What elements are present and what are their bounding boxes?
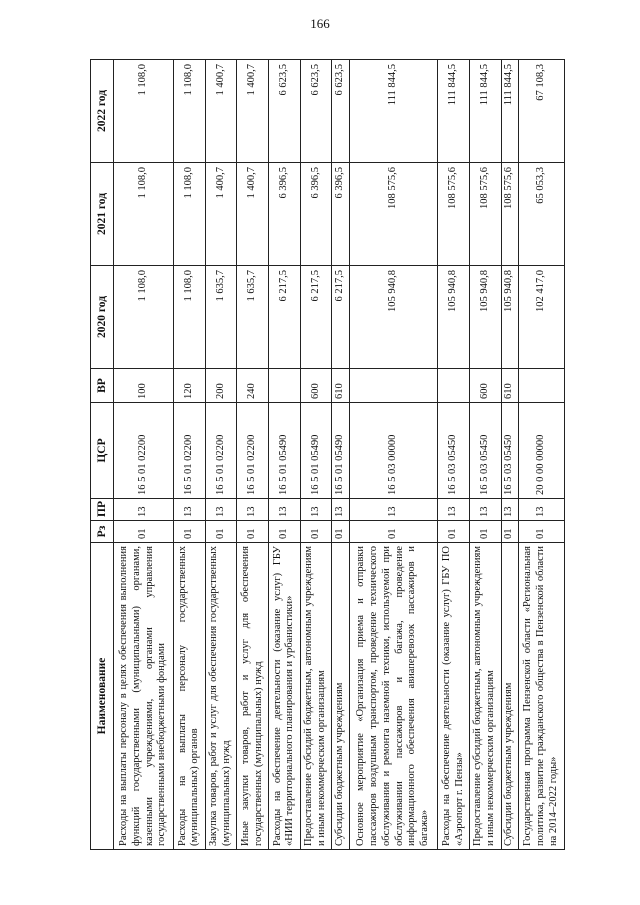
cell-2020: 6 217,5 (332, 266, 349, 369)
cell-rz: 01 (114, 521, 174, 543)
cell-vr: 610 (501, 369, 518, 403)
cell-pr: 13 (501, 499, 518, 521)
cell-name: Предоставление субсидий бюджетным, автономным учреждениям и иным некоммерческим организациям (300, 543, 332, 850)
cell-2021: 6 396,5 (300, 163, 332, 266)
cell-name: Расходы на выплаты персоналу в целях обеспечения выполнения функций государственными (муниципальными) органами, казенными учреждениями, органами управления государственными внебюджетными фондами (114, 543, 174, 850)
table-row (300, 60, 332, 850)
table-row (349, 60, 437, 850)
cell-2022: 1 108,0 (114, 60, 174, 163)
cell-rz: 01 (174, 521, 206, 543)
cell-rz: 01 (332, 521, 349, 543)
cell-pr: 13 (269, 499, 301, 521)
cell-2020: 1 635,7 (205, 266, 237, 369)
cell-vr: 610 (332, 369, 349, 403)
cell-name: Иные закупки товаров, работ и услуг для обеспечения государственных (муниципальных) нужд (237, 543, 269, 850)
cell-rz: 01 (300, 521, 332, 543)
cell-vr: 120 (174, 369, 206, 403)
cell-rz: 01 (205, 521, 237, 543)
cell-vr (269, 369, 301, 403)
cell-2020: 1 108,0 (114, 266, 174, 369)
cell-2022: 111 844,5 (501, 60, 518, 163)
cell-rz: 01 (501, 521, 518, 543)
cell-2021: 65 053,3 (519, 163, 565, 266)
cell-2021: 6 396,5 (332, 163, 349, 266)
cell-name: Субсидии бюджетным учреждениям (332, 543, 349, 850)
table-row (269, 60, 301, 850)
cell-csr: 20 0 00 00000 (519, 403, 565, 499)
cell-2022: 1 400,7 (205, 60, 237, 163)
rotated-table-area (90, 60, 565, 850)
cell-vr (438, 369, 470, 403)
cell-pr: 13 (349, 499, 437, 521)
cell-2022: 6 623,5 (269, 60, 301, 163)
cell-pr: 13 (205, 499, 237, 521)
cell-2022: 6 623,5 (332, 60, 349, 163)
cell-csr: 16 5 01 05490 (269, 403, 301, 499)
cell-2022: 6 623,5 (300, 60, 332, 163)
cell-name: Расходы на обеспечение деятельности (оказание услуг) ГБУ «НИИ территориального планирования и урбанистики» (269, 543, 301, 850)
cell-2020: 102 417,0 (519, 266, 565, 369)
cell-vr: 600 (300, 369, 332, 403)
cell-vr (349, 369, 437, 403)
cell-vr: 240 (237, 369, 269, 403)
cell-pr: 13 (174, 499, 206, 521)
cell-csr: 16 5 03 00000 (349, 403, 437, 499)
cell-2021: 6 396,5 (269, 163, 301, 266)
cell-csr: 16 5 01 02200 (237, 403, 269, 499)
cell-2020: 1 108,0 (174, 266, 206, 369)
cell-2021: 1 400,7 (237, 163, 269, 266)
header-pr: ПР (91, 499, 114, 521)
budget-table (90, 59, 565, 850)
cell-rz: 01 (237, 521, 269, 543)
cell-2022: 111 844,5 (469, 60, 501, 163)
cell-vr: 200 (205, 369, 237, 403)
table-row (469, 60, 501, 850)
cell-csr: 16 5 03 05450 (469, 403, 501, 499)
cell-2021: 108 575,6 (501, 163, 518, 266)
cell-2020: 105 940,8 (501, 266, 518, 369)
header-2020: 2020 год (91, 266, 114, 369)
cell-pr: 13 (438, 499, 470, 521)
cell-name: Субсидии бюджетным учреждениям (501, 543, 518, 850)
cell-name: Расходы на обеспечение деятельности (оказание услуг) ГБУ ПО «Аэропорт г. Пензы» (438, 543, 470, 850)
cell-rz: 01 (269, 521, 301, 543)
table-row (332, 60, 349, 850)
cell-vr: 600 (469, 369, 501, 403)
rotated-table-frame (90, 60, 565, 850)
page-number: 166 (310, 16, 330, 31)
cell-2022: 1 400,7 (237, 60, 269, 163)
cell-rz: 01 (349, 521, 437, 543)
cell-2020: 105 940,8 (469, 266, 501, 369)
cell-vr: 100 (114, 369, 174, 403)
cell-2021: 108 575,6 (349, 163, 437, 266)
cell-csr: 16 5 03 05450 (438, 403, 470, 499)
table-row (501, 60, 518, 850)
cell-2020: 105 940,8 (438, 266, 470, 369)
cell-2021: 108 575,6 (469, 163, 501, 266)
cell-name: Предоставление субсидий бюджетным, автономным учреждениям и иным некоммерческим организациям (469, 543, 501, 850)
cell-2020: 6 217,5 (269, 266, 301, 369)
cell-name: Расходы на выплаты персоналу государственных (муниципальных) органов (174, 543, 206, 850)
cell-2021: 1 400,7 (205, 163, 237, 266)
cell-2021: 1 108,0 (114, 163, 174, 266)
cell-2020: 6 217,5 (300, 266, 332, 369)
cell-pr: 13 (332, 499, 349, 521)
cell-pr: 13 (519, 499, 565, 521)
cell-csr: 16 5 03 05450 (501, 403, 518, 499)
cell-2022: 67 108,3 (519, 60, 565, 163)
cell-csr: 16 5 01 02200 (174, 403, 206, 499)
table-row (114, 60, 174, 850)
table-row (438, 60, 470, 850)
cell-csr: 16 5 01 05490 (332, 403, 349, 499)
cell-rz: 01 (469, 521, 501, 543)
cell-pr: 13 (114, 499, 174, 521)
header-vr: ВР (91, 369, 114, 403)
header-rz: Рз (91, 521, 114, 543)
cell-name: Основное мероприятие «Организация приема и отправки пассажиров воздушным транспортом, проведение технического обслуживания и ремонта наземной техники, используемой при обслуживании пассажиров и багажа, проведение информационного обеспечения авиаперевозок пассажиров и багажа» (349, 543, 437, 850)
cell-vr (519, 369, 565, 403)
table-row (237, 60, 269, 850)
table-row (205, 60, 237, 850)
cell-csr: 16 5 01 02200 (114, 403, 174, 499)
cell-pr: 13 (237, 499, 269, 521)
table-row (174, 60, 206, 850)
cell-csr: 16 5 01 05490 (300, 403, 332, 499)
cell-2022: 1 108,0 (174, 60, 206, 163)
table-header-row (91, 60, 114, 850)
cell-csr: 16 5 01 02200 (205, 403, 237, 499)
header-csr: ЦСР (91, 403, 114, 499)
header-2022: 2022 год (91, 60, 114, 163)
cell-pr: 13 (469, 499, 501, 521)
cell-2022: 111 844,5 (349, 60, 437, 163)
table-row (519, 60, 565, 850)
cell-2021: 108 575,6 (438, 163, 470, 266)
cell-rz: 01 (519, 521, 565, 543)
cell-2020: 105 940,8 (349, 266, 437, 369)
header-name: Наименование (91, 543, 114, 850)
cell-name: Государственная программа Пензенской области «Региональная политика, развитие гражданского общества в Пензенской области на 2014–2022 годы» (519, 543, 565, 850)
cell-rz: 01 (438, 521, 470, 543)
cell-2020: 1 635,7 (237, 266, 269, 369)
header-2021: 2021 год (91, 163, 114, 266)
cell-pr: 13 (300, 499, 332, 521)
cell-2021: 1 108,0 (174, 163, 206, 266)
cell-2022: 111 844,5 (438, 60, 470, 163)
cell-name: Закупка товаров, работ и услуг для обеспечения государственных (муниципальных) нужд (205, 543, 237, 850)
